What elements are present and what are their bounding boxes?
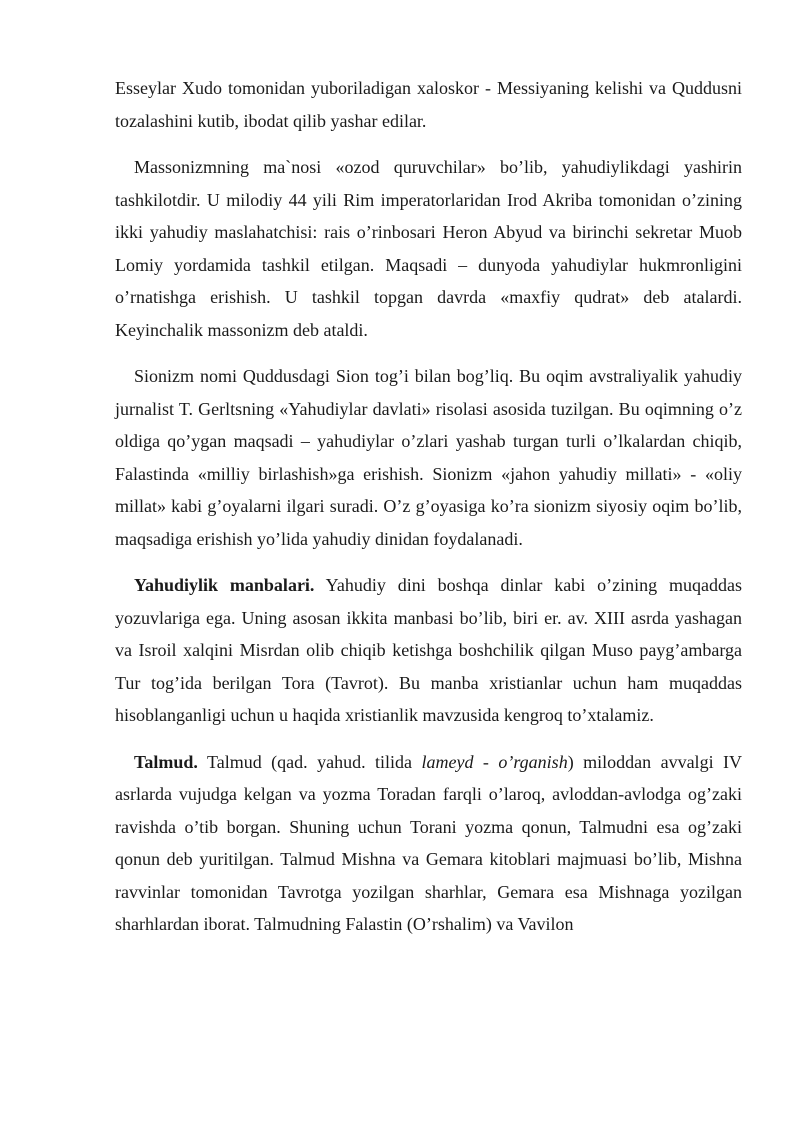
- paragraph-esseylar: [115, 72, 742, 137]
- paragraph-massonizm: [115, 151, 742, 346]
- section-heading-talmud: Talmud.: [134, 751, 198, 772]
- paragraph-yahudiylik-manbalari: [115, 569, 742, 732]
- paragraph-text: Yahudiy dini boshqa dinlar kabi o’zining muqaddas yozuvlariga ega. Uning asosan ikkita manbasi bo’lib, biri er. av. XIII asrda yashagan va Isroil xalqini Misrdan olib chiqib ketishga boshchilik qilgan Muso payg’ambarga Tur tog’ida berilgan Tora (Tavrot). Bu manba xristianlar uchun ham muqaddas hisoblanganligi uchun u haqida xristianlik mavzusida kengroq to’xtalamiz.: [115, 575, 742, 725]
- paragraph-text: Massonizmning ma`nosi «ozod quruvchilar» bo’lib, yahudiylikdagi yashirin tashkilotdir. U milodiy 44 yili Rim imperatorlaridan Irod Akriba tomonidan o’zining ikki yahudiy maslahatchisi: rais o’rinbosari Heron Abyud va birinchi sekretar Muob Lomiy yordamida tashkil etilgan. Maqsadi – dunyoda yahudiylar hukmronligini o’rnatishga erishish. U tashkil topgan davrda «maxfiy qudrat» deb atalardi. Keyinchalik massonizm deb ataldi.: [115, 157, 742, 340]
- document-page: [115, 72, 743, 934]
- section-heading-yahudiylik-manbalari: Yahudiylik manbalari.: [134, 575, 315, 595]
- paragraph-text: Talmud (qad. yahud. tilida: [197, 751, 422, 772]
- paragraph-text-continued: ) miloddan avvalgi IV asrlarda vujudga kelgan va yozma Toradan farqli o’laroq, avloddan-avlodga og’zaki ravishda o’tib borgan. Shuning uchun Torani yozma qonun, Talmudni esa og’zaki qonun deb yuritilgan. Talmud Mishna va Gemara kitoblari majmuasi bo’lib, Mishna ravvinlar tomonidan Tavrotga yozilgan sharhlar, Gemara esa Mishnaga yozilgan sharhlardan iborat. Talmudning Falastin (O’rshalim) va Vavilon: [115, 751, 743, 934]
- paragraph-text: Sionizm nomi Quddusdagi Sion tog’i bilan bog’liq. Bu oqim avstraliyalik yahudiy jurnalist T. Gerltsning «Yahudiylar davlati» risolasi asosida tuzilgan. Bu oqimning o’z oldiga qo’ygan maqsadi – yahudiylar o’zlari yashab turgan turli o’lkalardan chiqib, Falastinda «milliy birlashish»ga erishish. Sionizm «jahon yahudiy millati» - «oliy millat» kabi g’oyalarni ilgari suradi. O’z g’oyasiga ko’ra sionizm siyosiy oqim bo’lib, maqsadiga erishish yo’lida yahudiy dinidan foydalanadi.: [115, 366, 742, 549]
- italic-term: lameyd - o’rganish: [421, 751, 568, 772]
- paragraph-sionizm: [115, 360, 742, 555]
- paragraph-talmud: [115, 746, 743, 934]
- paragraph-text: Esseylar Xudo tomonidan yuboriladigan xaloskor - Messiyaning kelishi va Quddusni tozalashini kutib, ibodat qilib yashar edilar.: [115, 78, 742, 131]
